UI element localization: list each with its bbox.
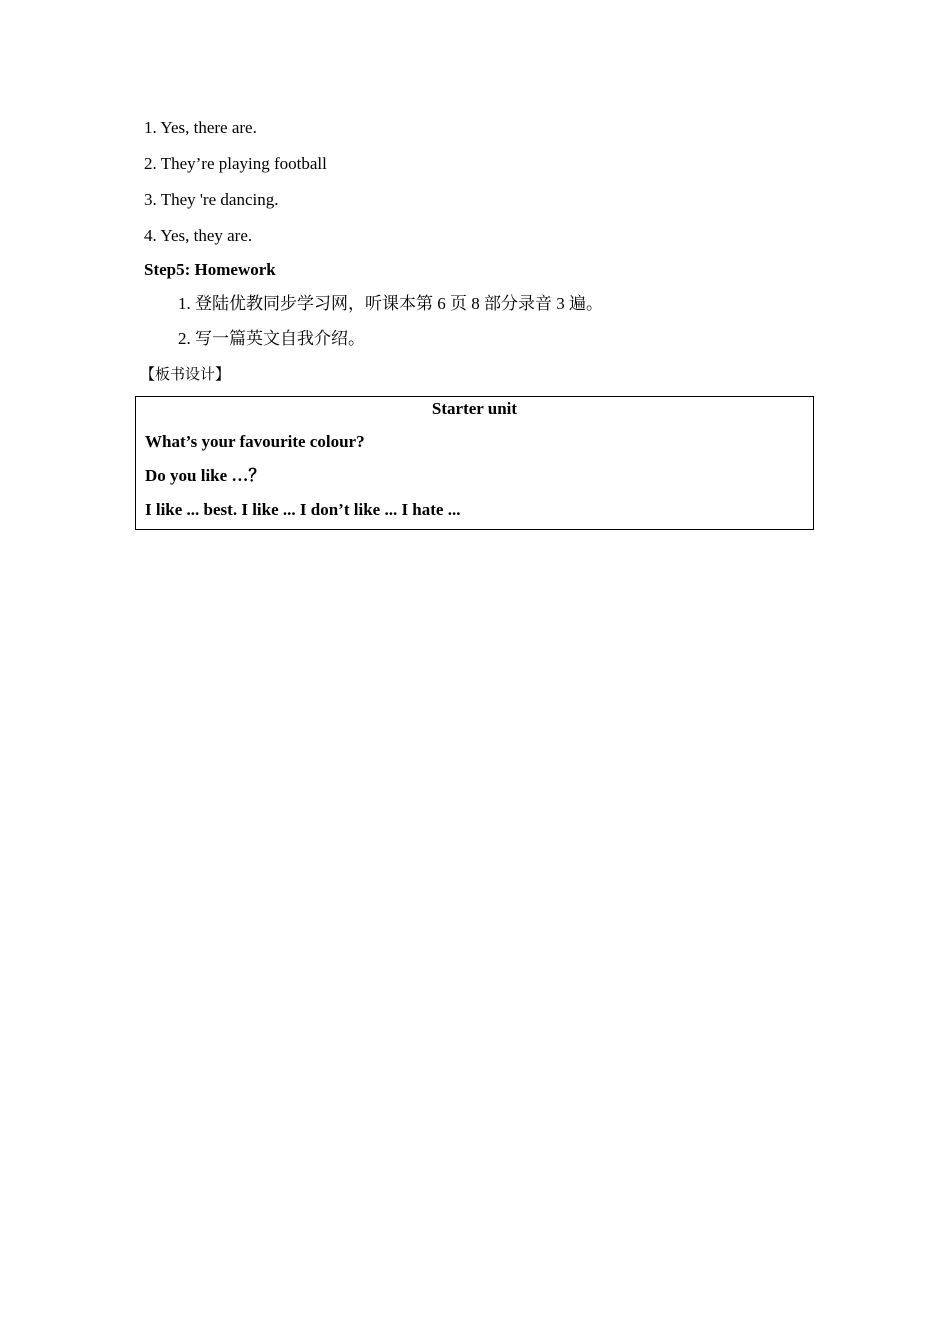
homework-heading: Step5: Homework — [144, 260, 276, 279]
board-line-2: Do you like …？ — [145, 466, 266, 485]
homework-item-2: 2. 写一篇英文自我介绍。 — [178, 329, 365, 348]
answer-line-3: 3. They 're dancing. — [144, 190, 279, 209]
answer-line-2: 2. They’re playing football — [144, 154, 327, 173]
answer-line-1: 1. Yes, there are. — [144, 118, 257, 137]
board-design-box — [135, 396, 814, 530]
answer-line-4: 4. Yes, they are. — [144, 226, 253, 245]
homework-item-1: 1. 登陆优教同步学习网，听课本第 6 页 8 部分录音 3 遍。 — [178, 294, 603, 313]
board-design-label: 【板书设计】 — [140, 367, 231, 383]
board-line-1: What’s your favourite colour? — [145, 432, 365, 451]
board-title: Starter unit — [431, 399, 518, 418]
board-line-3: I like ... best. I like ... I don’t like ... I hate ... — [145, 500, 461, 519]
